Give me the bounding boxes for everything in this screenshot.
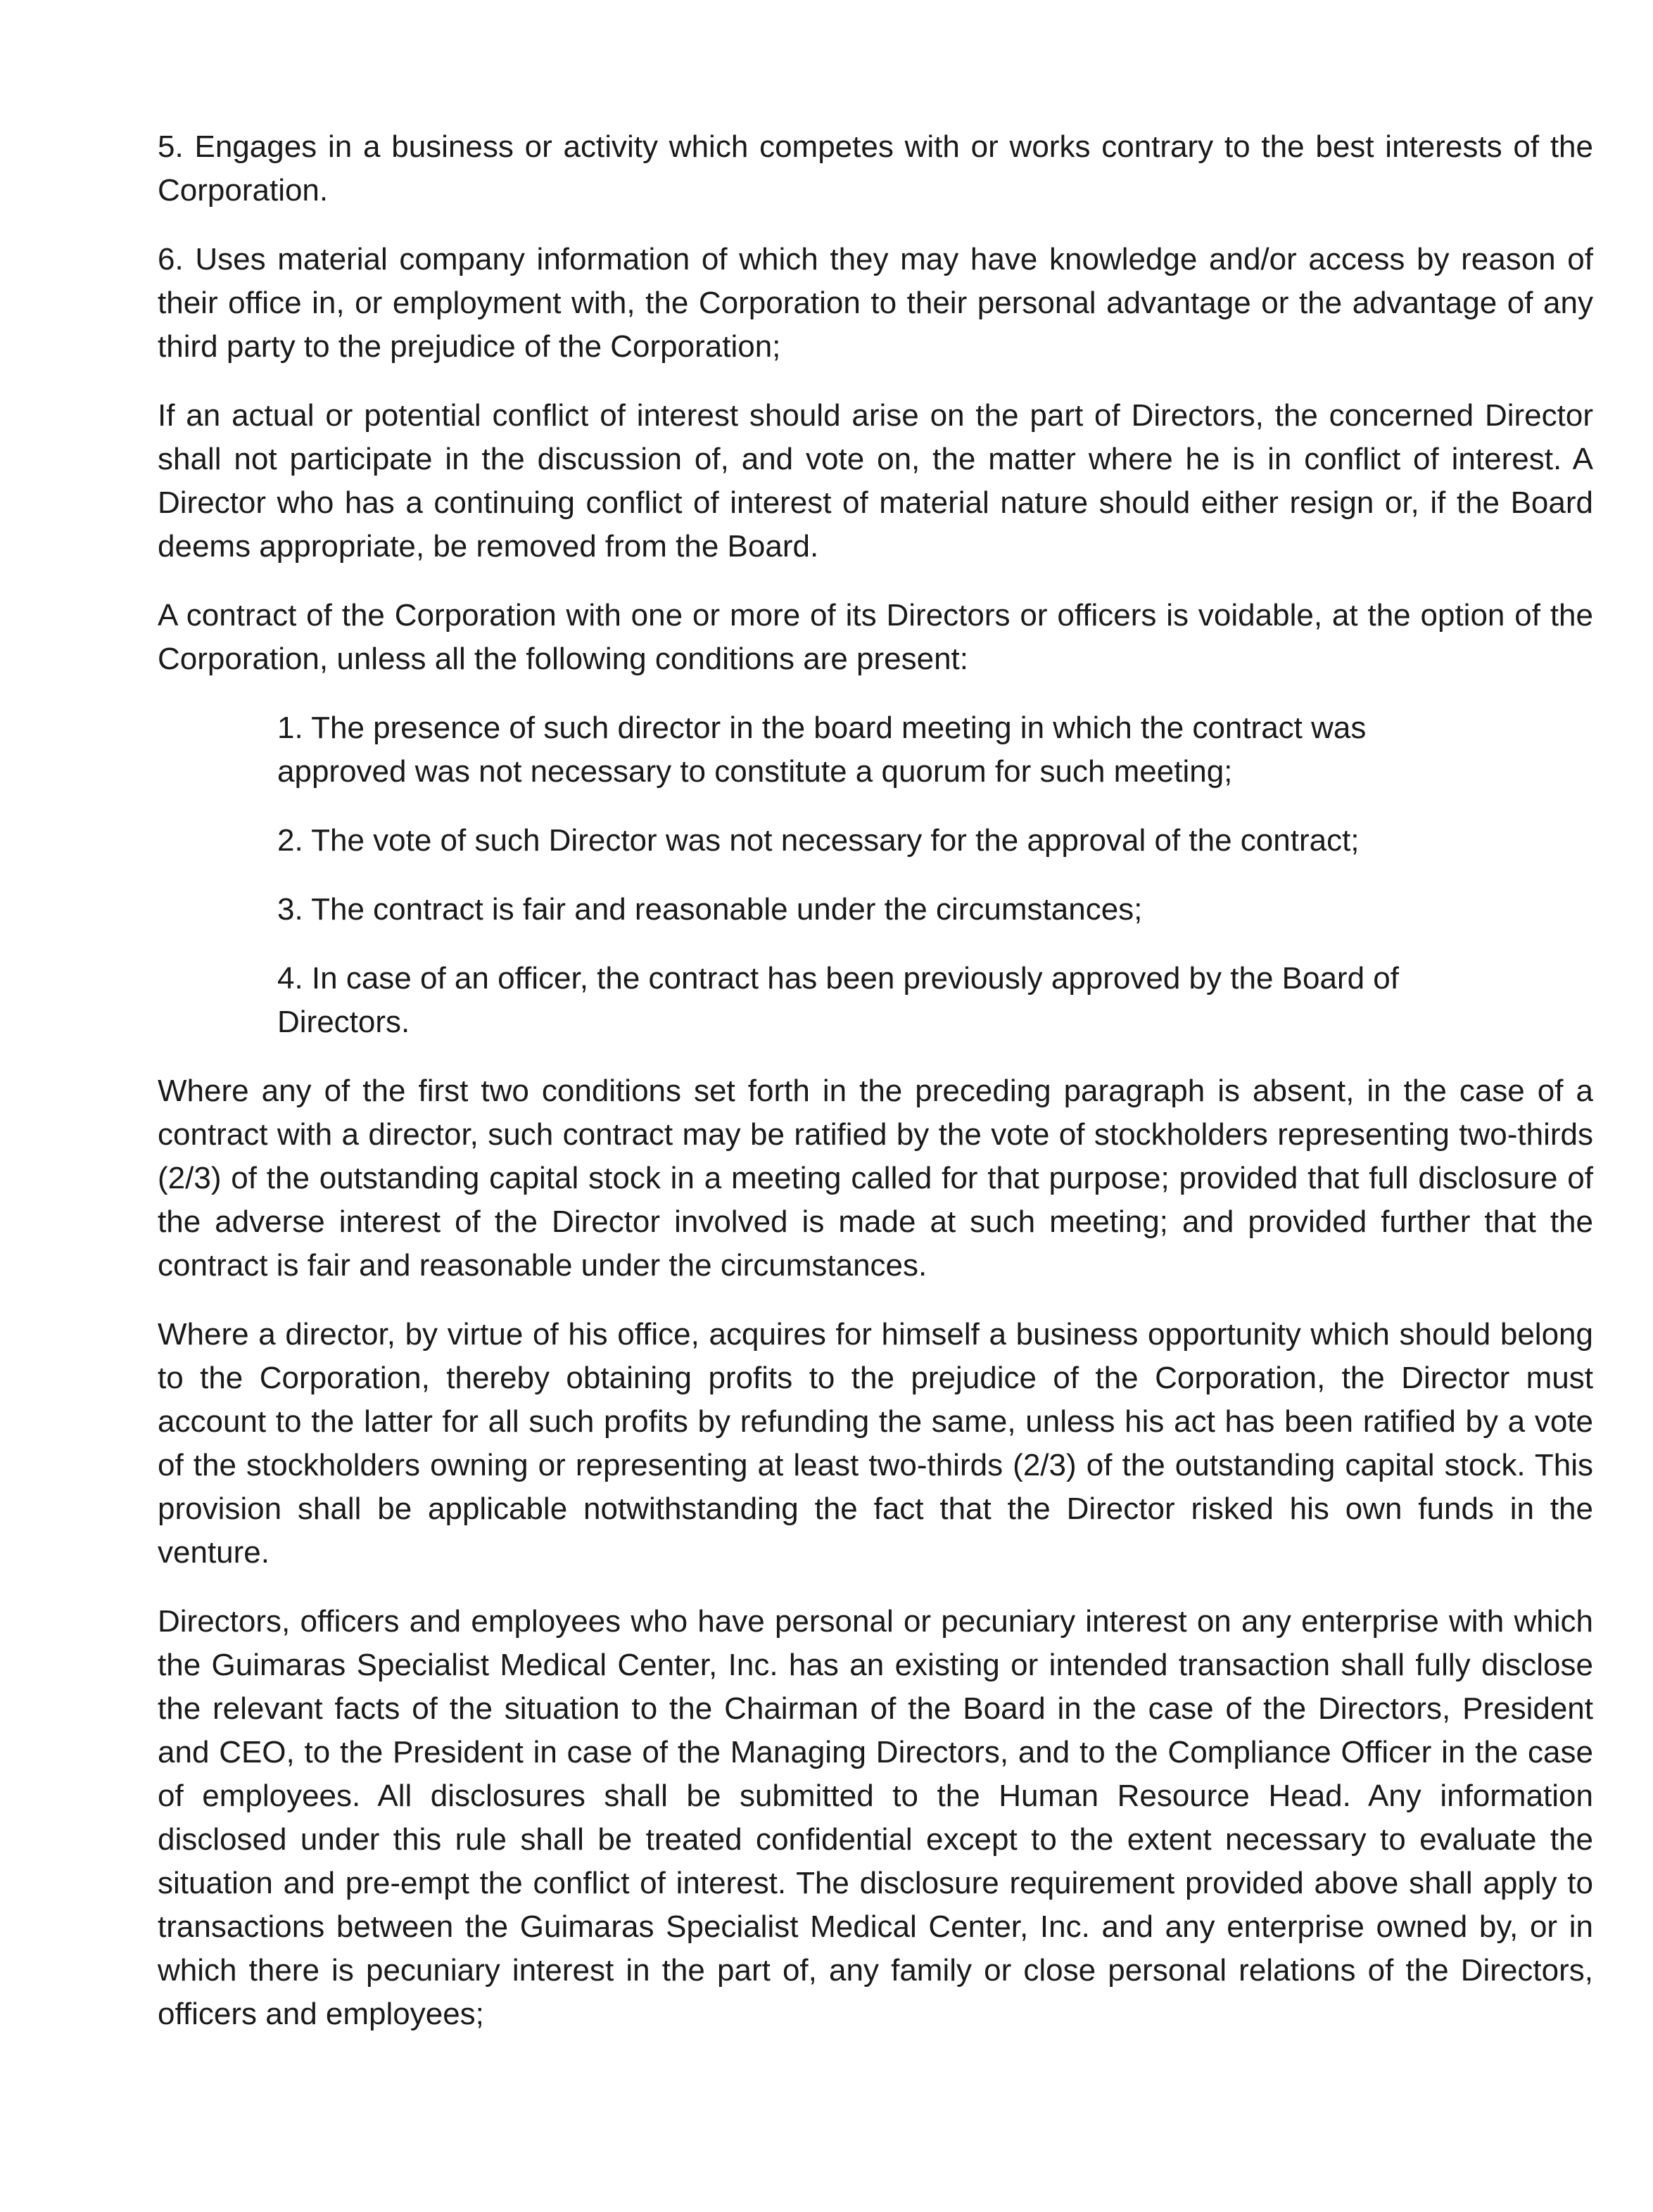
document-page <box>158 125 1593 2061</box>
paragraph-item-5: 5. Engages in a business or activity which competes with or works contrary to the best interests of the Corporation. <box>158 129 1593 208</box>
condition-item: 3. The contract is fair and reasonable under the circumstances; <box>277 892 1143 927</box>
paragraph-business-opportunity: Where a director, by virtue of his office, acquires for himself a business opportunity which should belong to the Corporation, thereby obtaining profits to the prejudice of the Corporation, the Director must account to the latter for all such profits by refunding the same, unless his act has been ratified by a vote of the stockholders owning or representing at least two-thirds (2/3) of the outstanding capital stock. This provision shall be applicable notwithstanding the fact that the Director risked his own funds in the venture. <box>158 1317 1593 1570</box>
condition-item: 4. In case of an officer, the contract has been previously approved by the Board of Directors. <box>277 961 1399 1039</box>
condition-item: 2. The vote of such Director was not necessary for the approval of the contract; <box>277 823 1360 858</box>
condition-item: 1. The presence of such director in the board meeting in which the contract was approved was not necessary to constitute a quorum for such meeting; <box>277 711 1367 789</box>
conditions-list <box>277 706 1474 1044</box>
paragraph-item-6: 6. Uses material company information of which they may have knowledge and/or access by reason of their office in, or employment with, the Corporation to their personal advantage or the advantage of any third party to the prejudice of the Corporation; <box>158 242 1593 364</box>
paragraph-conflict-of-interest: If an actual or potential conflict of interest should arise on the part of Directors, the concerned Director shall not participate in the discussion of, and vote on, the matter where he is in conflict of interest. A Director who has a continuing conflict of interest of material nature should either resign or, if the Board deems appropriate, be removed from the Board. <box>158 398 1593 564</box>
paragraph-ratification: Where any of the first two conditions set forth in the preceding paragraph is absent, in the case of a contract with a director, such contract may be ratified by the vote of stockholders representing two-thirds (2/3) of the outstanding capital stock in a meeting called for that purpose; provided that full disclosure of the adverse interest of the Director involved is made at such meeting; and provided further that the contract is fair and reasonable under the circumstances. <box>158 1074 1593 1283</box>
paragraph-disclosure: Directors, officers and employees who have personal or pecuniary interest on any enterprise with which the Guimaras Specialist Medical Center, Inc. has an existing or intended transaction shall fully disclose the relevant facts of the situation to the Chairman of the Board in the case of the Directors, President and CEO, to the President in case of the Managing Directors, and to the Compliance Officer in the case of employees. All disclosures shall be submitted to the Human Resource Head. Any information disclosed under this rule shall be treated confidential except to the extent necessary to evaluate the situation and pre-empt the conflict of interest. The disclosure requirement provided above shall apply to transactions between the Guimaras Specialist Medical Center, Inc. and any enterprise owned by, or in which there is pecuniary interest in the part of, any family or close personal relations of the Directors, officers and employees; <box>158 1604 1593 2031</box>
paragraph-voidable-contract: A contract of the Corporation with one or more of its Directors or officers is voidable, at the option of the Corporation, unless all the following conditions are present: <box>158 598 1593 676</box>
